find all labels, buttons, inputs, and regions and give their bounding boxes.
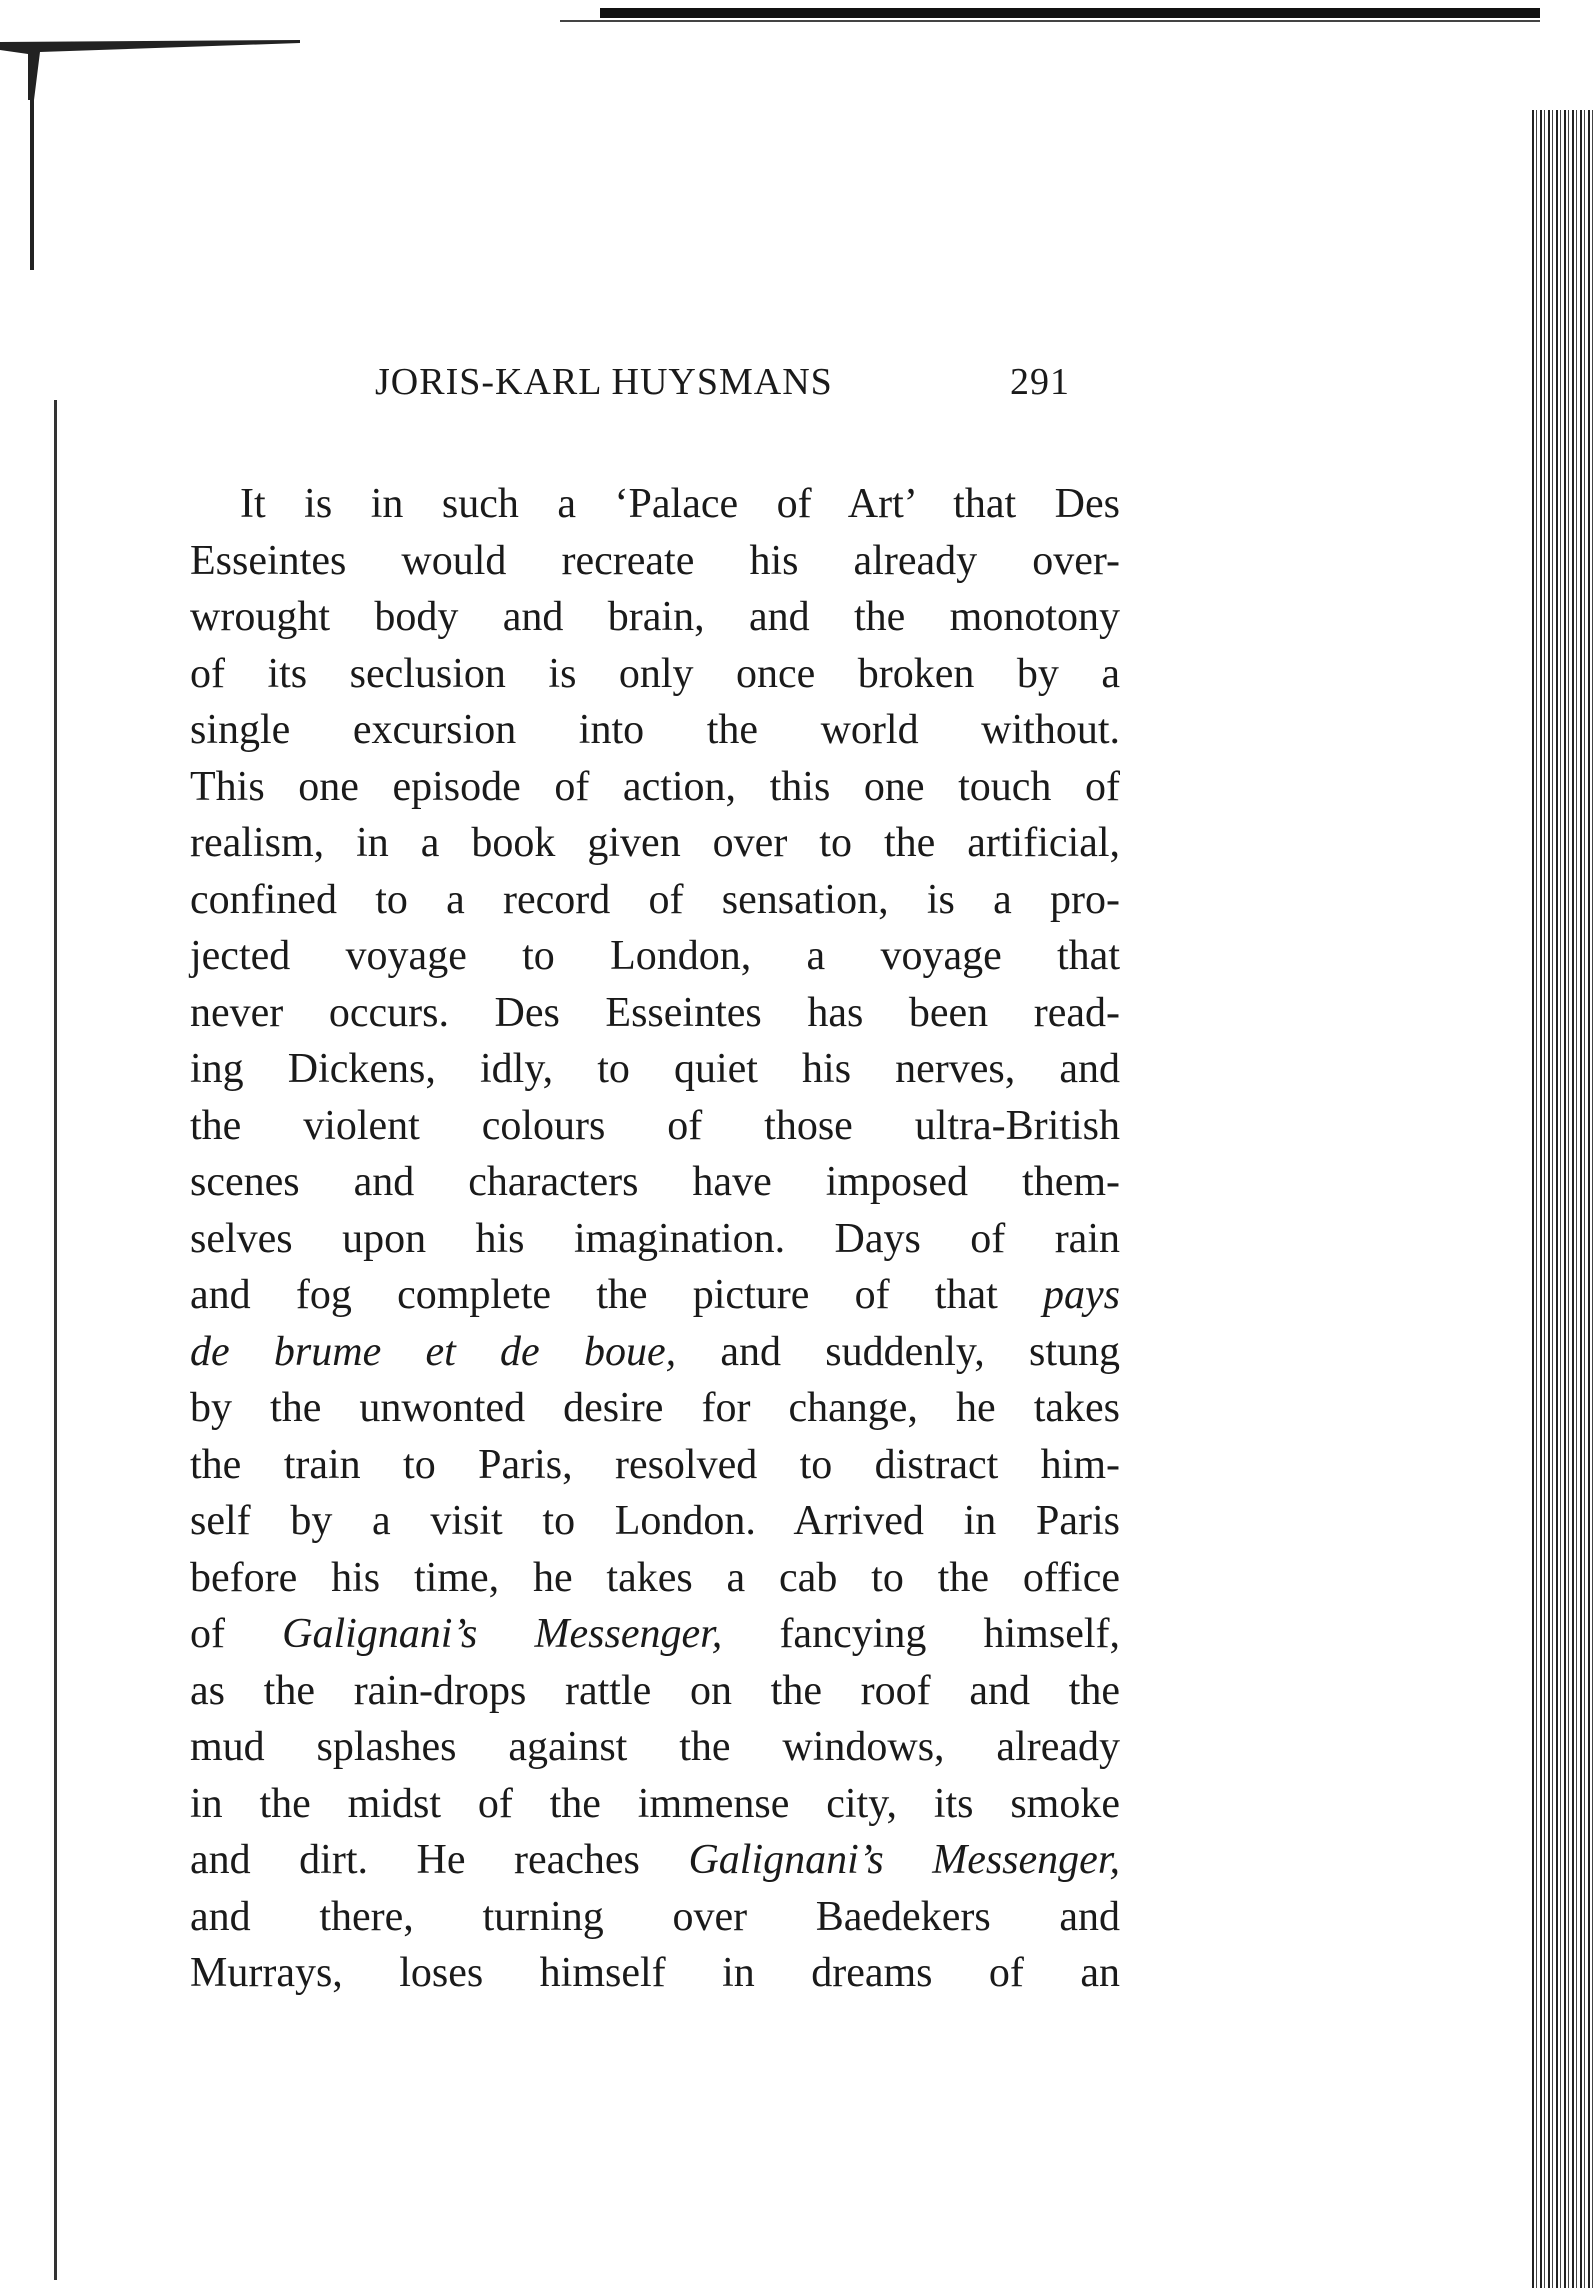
text-line: never occurs. Des Esseintes has been read- <box>190 989 1120 1036</box>
text-line: the train to Paris, resolved to distract him- <box>190 1441 1120 1488</box>
scan-top-rule-thin <box>560 20 1540 22</box>
text-line: Murrays, loses himself in dreams of an <box>190 1950 1120 1996</box>
text-line: de brume et de boue, and suddenly, stung <box>190 1328 1120 1375</box>
text-line: and there, turning over Baedekers and <box>190 1893 1120 1940</box>
scan-left-edge <box>30 70 34 270</box>
text-line: as the rain-drops rattle on the roof and the <box>190 1667 1120 1714</box>
italic-phrase: Galignani’s Messenger, <box>282 1611 723 1657</box>
text-line: and fog complete the picture of that pays <box>190 1272 1120 1318</box>
scan-left-edge-lower <box>54 400 57 2280</box>
text-line: It is in such a ‘Palace of Art’ that Des <box>240 481 1120 527</box>
body-text <box>190 476 1120 2002</box>
text-line: single excursion into the world without. <box>190 707 1120 753</box>
text-line: realism, in a book given over to the artificial, <box>190 820 1120 866</box>
scan-corner-mark <box>0 40 300 100</box>
scan-right-edge <box>1532 110 1594 2288</box>
text-line: mud splashes against the windows, already <box>190 1724 1120 1770</box>
text-line: before his time, he takes a cab to the office <box>190 1554 1120 1601</box>
text-line: wrought body and brain, and the monotony <box>190 594 1120 640</box>
text-line: the violent colours of those ultra-British <box>190 1102 1120 1149</box>
running-title: JORIS-KARL HUYSMANS <box>375 361 833 403</box>
scan-top-rule <box>600 8 1540 18</box>
page-number: 291 <box>1010 361 1070 403</box>
text-line: in the midst of the immense city, its smoke <box>190 1780 1120 1827</box>
running-head <box>190 360 1120 420</box>
text-line: jected voyage to London, a voyage that <box>190 933 1120 979</box>
text-line: confined to a record of sensation, is a pro- <box>190 876 1120 923</box>
text-line: Esseintes would recreate his already over- <box>190 537 1120 584</box>
text-line: selves upon his imagination. Days of rain <box>190 1215 1120 1262</box>
text-line: This one episode of action, this one touch of <box>190 763 1120 810</box>
text-line: by the unwonted desire for change, he takes <box>190 1385 1120 1431</box>
text-line: ing Dickens, idly, to quiet his nerves, and <box>190 1046 1120 1092</box>
text-line: of its seclusion is only once broken by a <box>190 650 1120 697</box>
book-page <box>190 360 1120 2002</box>
text-line: and dirt. He reaches Galignani’s Messenger, <box>190 1837 1121 1883</box>
text-line: scenes and characters have imposed them- <box>190 1159 1120 1205</box>
text-line: self by a visit to London. Arrived in Paris <box>190 1498 1120 1544</box>
italic-phrase: Galignani’s Messenger, <box>688 1837 1121 1883</box>
italic-phrase: de brume et de boue, <box>190 1328 677 1375</box>
italic-phrase: pays <box>1043 1272 1120 1318</box>
text-line: of Galignani’s Messenger, fancying himself, <box>190 1611 1120 1657</box>
